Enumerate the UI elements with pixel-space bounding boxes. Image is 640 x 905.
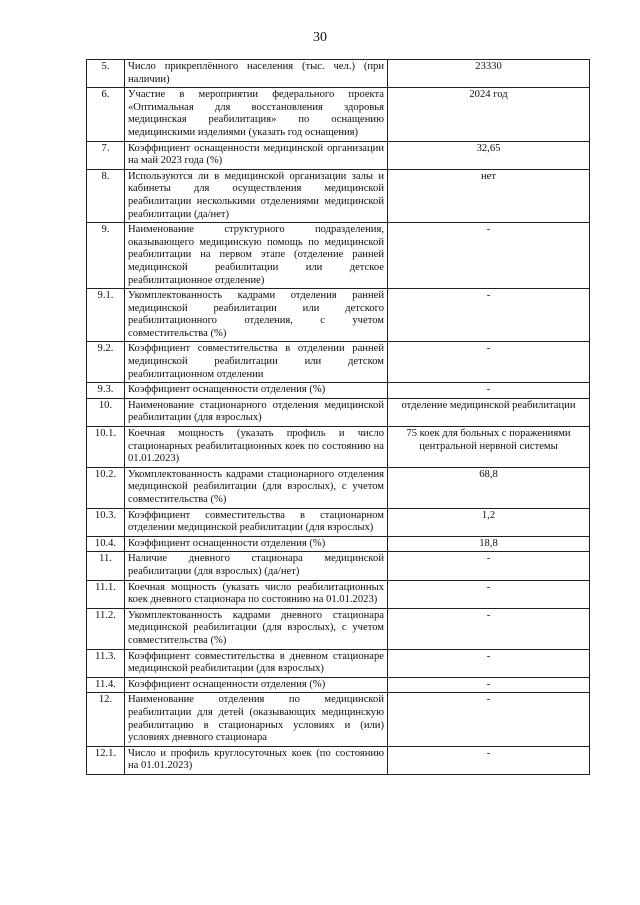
table-row [87, 169, 590, 222]
row-label: Используются ли в медицинской организации залы и кабинеты для осуществления медицинской реабилитации несколькими отделениями медицинской реабилитации (да/нет) [125, 169, 388, 222]
row-num: 11.3. [87, 649, 125, 677]
row-label: Коэффициент совместительства в отделении ранней медицинской реабилитации или детском реабилитационном отделении [125, 342, 388, 383]
row-label: Число прикреплённого населения (тыс. чел.) (при наличии) [125, 60, 388, 88]
table-row [87, 88, 590, 141]
row-value: отделение медицинской реабилитации [388, 398, 590, 426]
table-row [87, 580, 590, 608]
row-num: 10.2. [87, 467, 125, 508]
row-label: Коэффициент оснащенности отделения (%) [125, 383, 388, 399]
row-num: 5. [87, 60, 125, 88]
row-label: Наименование стационарного отделения медицинской реабилитации (для взрослых) [125, 398, 388, 426]
page-number: 30 [313, 30, 327, 45]
row-value: 18,8 [388, 536, 590, 552]
row-num: 6. [87, 88, 125, 141]
row-value: - [388, 608, 590, 649]
row-num: 11.1. [87, 580, 125, 608]
row-label: Укомплектованность кадрами отделения ранней медицинской реабилитации или детского реабилитационного отделения, с учетом совместительства (%) [125, 289, 388, 342]
table-row [87, 552, 590, 580]
row-value: 68,8 [388, 467, 590, 508]
row-value: - [388, 383, 590, 399]
row-label: Число и профиль круглосуточных коек (по состоянию на 01.01.2023) [125, 746, 388, 774]
row-value: - [388, 746, 590, 774]
table-row [87, 427, 590, 468]
row-num: 8. [87, 169, 125, 222]
row-value: 23330 [388, 60, 590, 88]
row-num: 9.1. [87, 289, 125, 342]
table-row [87, 342, 590, 383]
row-label: Коэффициент оснащенности отделения (%) [125, 677, 388, 693]
row-num: 11.2. [87, 608, 125, 649]
row-value: - [388, 289, 590, 342]
row-label: Наименование отделения по медицинской реабилитации для детей (оказывающих медицинскую реабилитацию в стационарных условиях и (или) условиях дневного стационара [125, 693, 388, 746]
row-value: 32,65 [388, 141, 590, 169]
row-value: 1,2 [388, 508, 590, 536]
row-label: Укомплектованность кадрами стационарного отделения медицинской реабилитации (для взрослых), с учетом совместительства (%) [125, 467, 388, 508]
table-body [87, 60, 590, 775]
table-row [87, 649, 590, 677]
row-num: 12.1. [87, 746, 125, 774]
row-label: Участие в мероприятии федерального проекта «Оптимальная для восстановления здоровья медицинская реабилитация» по оснащению медицинскими изделиями (указать год оснащения) [125, 88, 388, 141]
row-num: 11. [87, 552, 125, 580]
row-num: 10. [87, 398, 125, 426]
row-value: - [388, 580, 590, 608]
row-value: - [388, 677, 590, 693]
row-value: 75 коек для больных с поражениями центральной нервной системы [388, 427, 590, 468]
row-num: 9. [87, 223, 125, 289]
table-row [87, 398, 590, 426]
table-row [87, 223, 590, 289]
row-value: - [388, 342, 590, 383]
row-value: нет [388, 169, 590, 222]
row-num: 10.4. [87, 536, 125, 552]
row-label: Коечная мощность (указать число реабилитационных коек дневного стационара по состоянию на 01.01.2023) [125, 580, 388, 608]
table-row [87, 383, 590, 399]
row-label: Наименование структурного подразделения, оказывающего медицинскую помощь по медицинской реабилитации на первом этапе (отделение ранней медицинской реабилитации или детское реабилитационное отделение) [125, 223, 388, 289]
row-value: 2024 год [388, 88, 590, 141]
row-num: 9.2. [87, 342, 125, 383]
table-row [87, 141, 590, 169]
table-row [87, 60, 590, 88]
row-label: Коэффициент оснащенности отделения (%) [125, 536, 388, 552]
row-num: 7. [87, 141, 125, 169]
table-row [87, 608, 590, 649]
row-label: Коэффициент совместительства в дневном стационаре медицинской реабилитации (для взрослых) [125, 649, 388, 677]
row-num: 10.1. [87, 427, 125, 468]
row-label: Коэффициент оснащенности медицинской организации на май 2023 года (%) [125, 141, 388, 169]
row-num: 9.3. [87, 383, 125, 399]
table-row [87, 677, 590, 693]
table-row [87, 508, 590, 536]
row-value: - [388, 223, 590, 289]
data-table [86, 59, 590, 775]
row-value: - [388, 649, 590, 677]
row-num: 11.4. [87, 677, 125, 693]
table-row [87, 289, 590, 342]
table-row [87, 693, 590, 746]
row-num: 12. [87, 693, 125, 746]
row-value: - [388, 552, 590, 580]
row-label: Наличие дневного стационара медицинской реабилитации (для взрослых) (да/нет) [125, 552, 388, 580]
table-row [87, 467, 590, 508]
table-row [87, 536, 590, 552]
row-label: Укомплектованность кадрами дневного стационара медицинской реабилитации (для взрослых), с учетом совместительства (%) [125, 608, 388, 649]
row-label: Коэффициент совместительства в стационарном отделении медицинской реабилитации (для взрослых) [125, 508, 388, 536]
table-row [87, 746, 590, 774]
row-value: - [388, 693, 590, 746]
row-num: 10.3. [87, 508, 125, 536]
row-label: Коечная мощность (указать профиль и число стационарных реабилитационных коек по состоянию на 01.01.2023) [125, 427, 388, 468]
